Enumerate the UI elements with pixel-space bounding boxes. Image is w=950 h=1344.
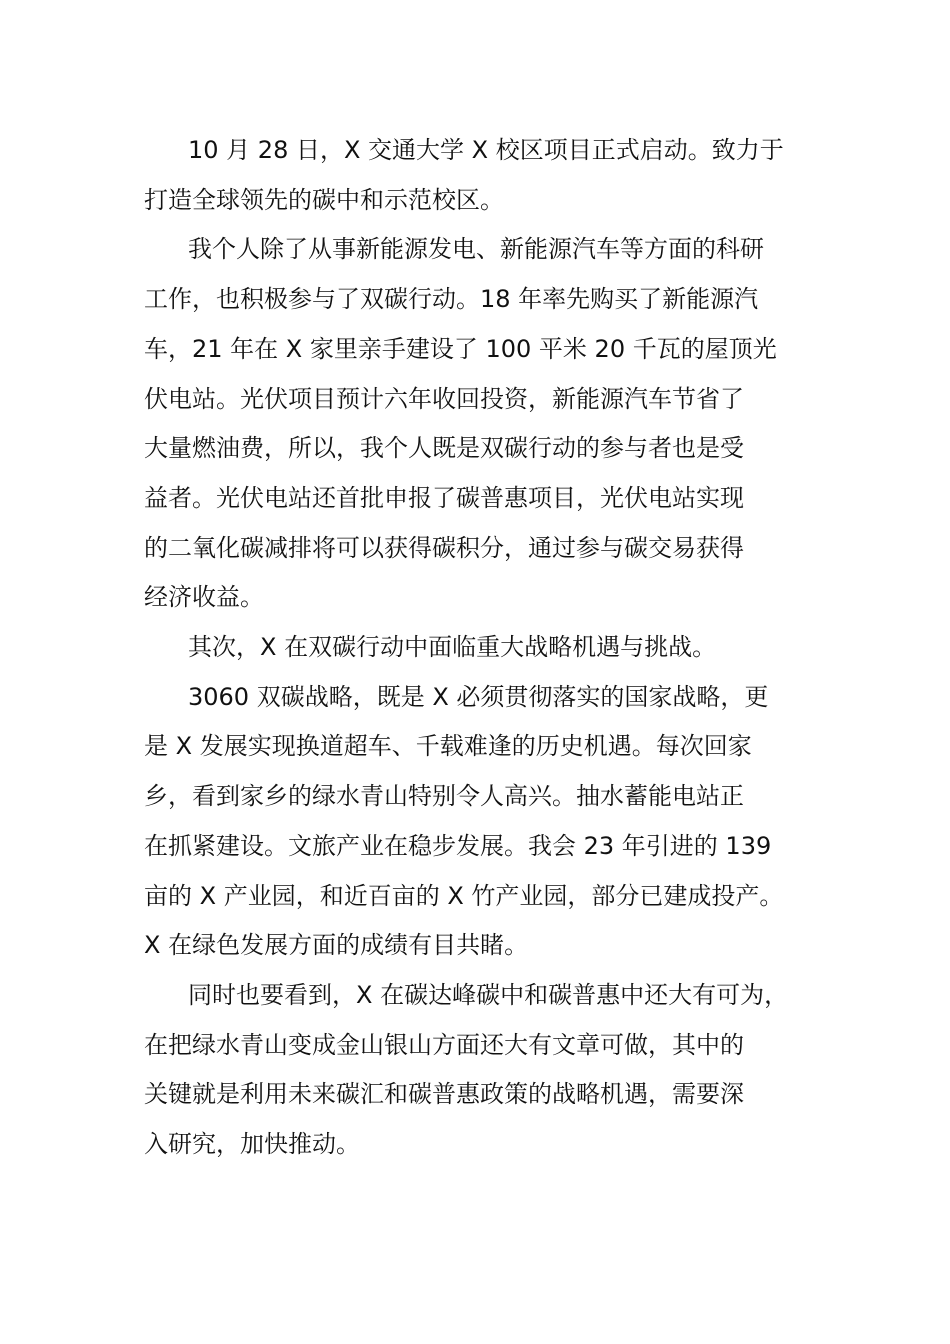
text-line: 经济收益。 — [144, 583, 264, 612]
paragraph-future-potential — [144, 971, 824, 1170]
text-line: 车，21 年在 X 家里亲手建设了 100 平米 20 千瓦的屋顶光 — [144, 334, 777, 363]
text-line: 工作，也积极参与了双碳行动。18 年率先购买了新能源汽 — [144, 285, 759, 314]
text-line: 在把绿水青山变成金山银山方面还大有文章可做，其中的 — [144, 1030, 744, 1059]
text-line: X 在绿色发展方面的成绩有目共睹。 — [144, 931, 529, 960]
text-line: 其次，X 在双碳行动中面临重大战略机遇与挑战。 — [188, 633, 717, 662]
text-line: 入研究，加快推动。 — [144, 1130, 360, 1159]
text-line: 是 X 发展实现换道超车、千载难逢的历史机遇。每次回家 — [144, 732, 752, 761]
text-line: 益者。光伏电站还首批申报了碳普惠项目，光伏电站实现 — [144, 483, 744, 512]
text-line: 3060 双碳战略，既是 X 必须贯彻落实的国家战略，更 — [188, 682, 769, 711]
paragraph-personal-action — [144, 225, 824, 623]
text-line: 乡，看到家乡的绿水青山特别令人高兴。抽水蓄能电站正 — [144, 782, 744, 811]
text-line: 打造全球领先的碳中和示范校区。 — [144, 185, 504, 214]
paragraph-3060-strategy — [144, 673, 824, 971]
text-line: 的二氧化碳减排将可以获得碳积分，通过参与碳交易获得 — [144, 533, 744, 562]
text-line: 关键就是利用未来碳汇和碳普惠政策的战略机遇，需要深 — [144, 1080, 744, 1109]
document-body — [144, 126, 824, 1170]
text-line: 伏电站。光伏项目预计六年收回投资，新能源汽车节省了 — [144, 384, 744, 413]
text-line: 同时也要看到，X 在碳达峰碳中和碳普惠中还大有可为， — [188, 980, 789, 1009]
paragraph-campus-launch — [144, 126, 824, 225]
text-line: 在抓紧建设。文旅产业在稳步发展。我会 23 年引进的 139 — [144, 831, 772, 860]
text-line: 我个人除了从事新能源发电、新能源汽车等方面的科研 — [188, 235, 764, 264]
paragraph-opportunity-heading — [144, 623, 824, 673]
text-line: 大量燃油费，所以，我个人既是双碳行动的参与者也是受 — [144, 434, 744, 463]
text-line: 亩的 X 产业园，和近百亩的 X 竹产业园，部分已建成投产。 — [144, 881, 784, 910]
text-line: 10 月 28 日，X 交通大学 X 校区项目正式启动。致力于 — [188, 136, 784, 164]
